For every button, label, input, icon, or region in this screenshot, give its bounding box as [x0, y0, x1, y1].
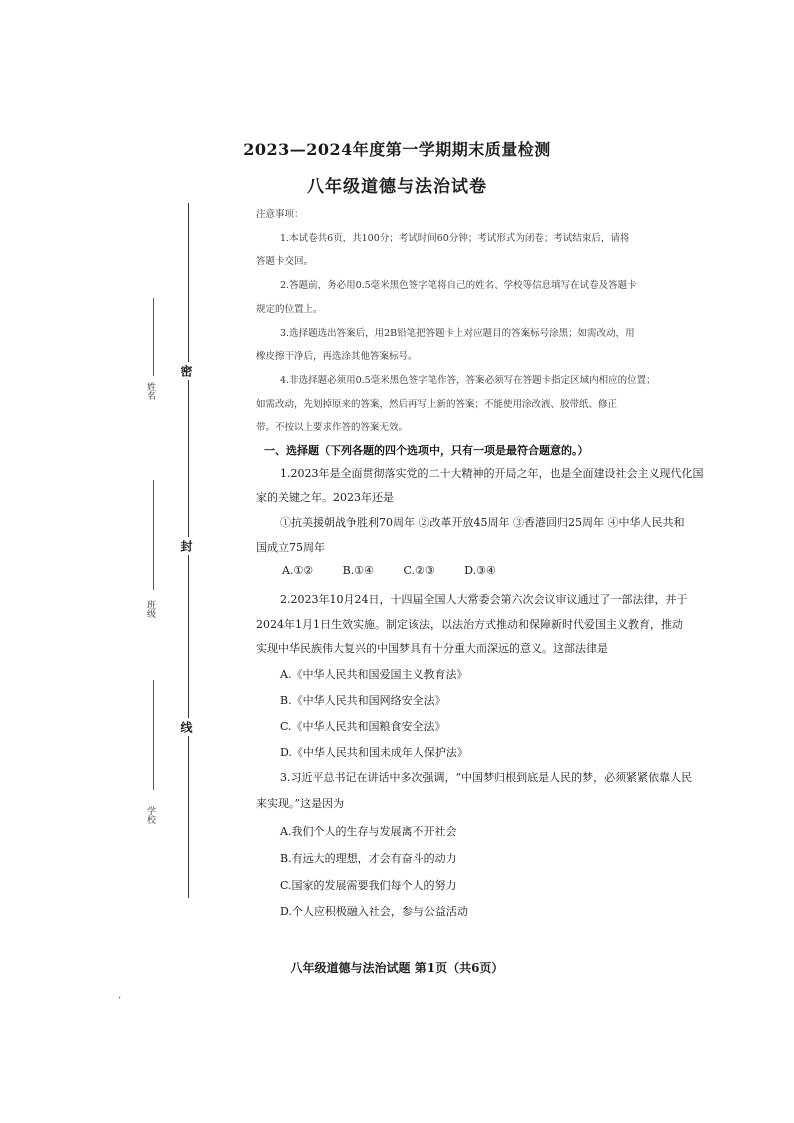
notes-heading: 注意事项：: [256, 209, 304, 220]
notes-line: 4.非选择题必须用0.5毫米黑色签字笔作答，答案必须写在答题卡指定区域内相应的位置；: [280, 375, 656, 386]
section-heading: 一、选择题（下列各题的四个选项中，只有一项是最符合题意的。）: [264, 444, 589, 457]
notes-line: 3.选择题选出答案后，用2B铅笔把答题卡上对应题目的答案标号涂黑；如需改动，用: [280, 328, 635, 339]
notes-line: 1.本试卷共6页，共100分；考试时间60分钟；考试形式为闭卷；考试结束后，请将: [280, 233, 630, 244]
q1-options: [282, 564, 522, 577]
option-c: C.《中华人民共和国粮食安全法》: [280, 720, 446, 733]
question-line: 1.2023年是全面贯彻落实党的二十大精神的开局之年，也是全面建设社会主义现代化国: [280, 467, 704, 480]
question-item: 国成立75周年: [256, 541, 325, 554]
notes-line: 如需改动，先划掉原来的答案，然后再写上新的答案；不能使用涂改液、胶带纸、修正: [256, 399, 618, 410]
option-c: C.国家的发展需要我们每个人的努力: [280, 879, 457, 892]
notes-line: 规定的位置上。: [256, 304, 323, 315]
notes-line: 2.答题前，务必用0.5毫米黑色签字笔将自己的姓名、学校等信息填写在试卷及答题卡: [280, 280, 637, 291]
option-b: B.有远大的理想，才会有奋斗的动力: [280, 852, 457, 865]
school-field-line: [153, 680, 154, 790]
option-d: D.个人应积极融入社会，参与公益活动: [280, 905, 468, 918]
name-field-line: [153, 298, 154, 376]
option-a: A.我们个人的生存与发展离不开社会: [280, 825, 457, 838]
question-line: 2024年1月1日生效实施。制定该法，以法治方式推动和保障新时代爱国主义教育，推动: [256, 618, 683, 631]
question-line: 3.习近平总书记在讲话中多次强调，“中国梦归根到底是人民的梦，必须紧紧依靠人民: [280, 771, 693, 784]
question-line: 2.2023年10月24日，十四届全国人大常委会第六次会议审议通过了一部法律，并于: [280, 593, 688, 606]
option-d: D.③④: [464, 564, 496, 577]
class-field-label: 班级: [145, 600, 155, 618]
name-field-label: 姓名: [145, 382, 155, 400]
question-line: 家的关键之年。2023年还是: [256, 491, 394, 504]
notes-line: 带。不按以上要求作答的答案无效。: [256, 422, 409, 433]
option-c: C.②③: [403, 564, 435, 577]
option-b: B.《中华人民共和国网络安全法》: [280, 694, 446, 707]
exam-subtitle: 八年级道德与法治试卷: [307, 177, 487, 197]
notes-line: 橡皮擦干净后，再选涂其他答案标号。: [256, 351, 418, 362]
option-a: A.①②: [282, 564, 314, 577]
option-d: D.《中华人民共和国未成年人保护法》: [280, 746, 468, 759]
class-field-line: [153, 480, 154, 590]
notes-line: 答题卡交回。: [256, 256, 314, 267]
question-line: 实现中华民族伟大复兴的中国梦具有十分重大而深远的意义。这部法律是: [256, 642, 608, 655]
page-footer: 八年级道德与法治试题 第1页（共6页）: [290, 961, 504, 975]
scan-mark: ʻ: [118, 996, 121, 1006]
question-item: ①抗美援朝战争胜利70周年 ②改革开放45周年 ③香港回归25周年 ④中华人民共和: [280, 516, 685, 529]
binding-mark-mi: 密: [178, 362, 195, 380]
question-line: 来实现。”这是因为: [256, 797, 345, 810]
option-a: A.《中华人民共和国爱国主义教育法》: [280, 668, 468, 681]
binding-mark-feng: 封: [178, 537, 195, 555]
school-field-label: 学校: [145, 806, 155, 824]
exam-title: 2023—2024年度第一学期期末质量检测: [243, 140, 551, 159]
binding-mark-xian: 线: [178, 718, 195, 736]
option-b: B.①④: [342, 564, 374, 577]
